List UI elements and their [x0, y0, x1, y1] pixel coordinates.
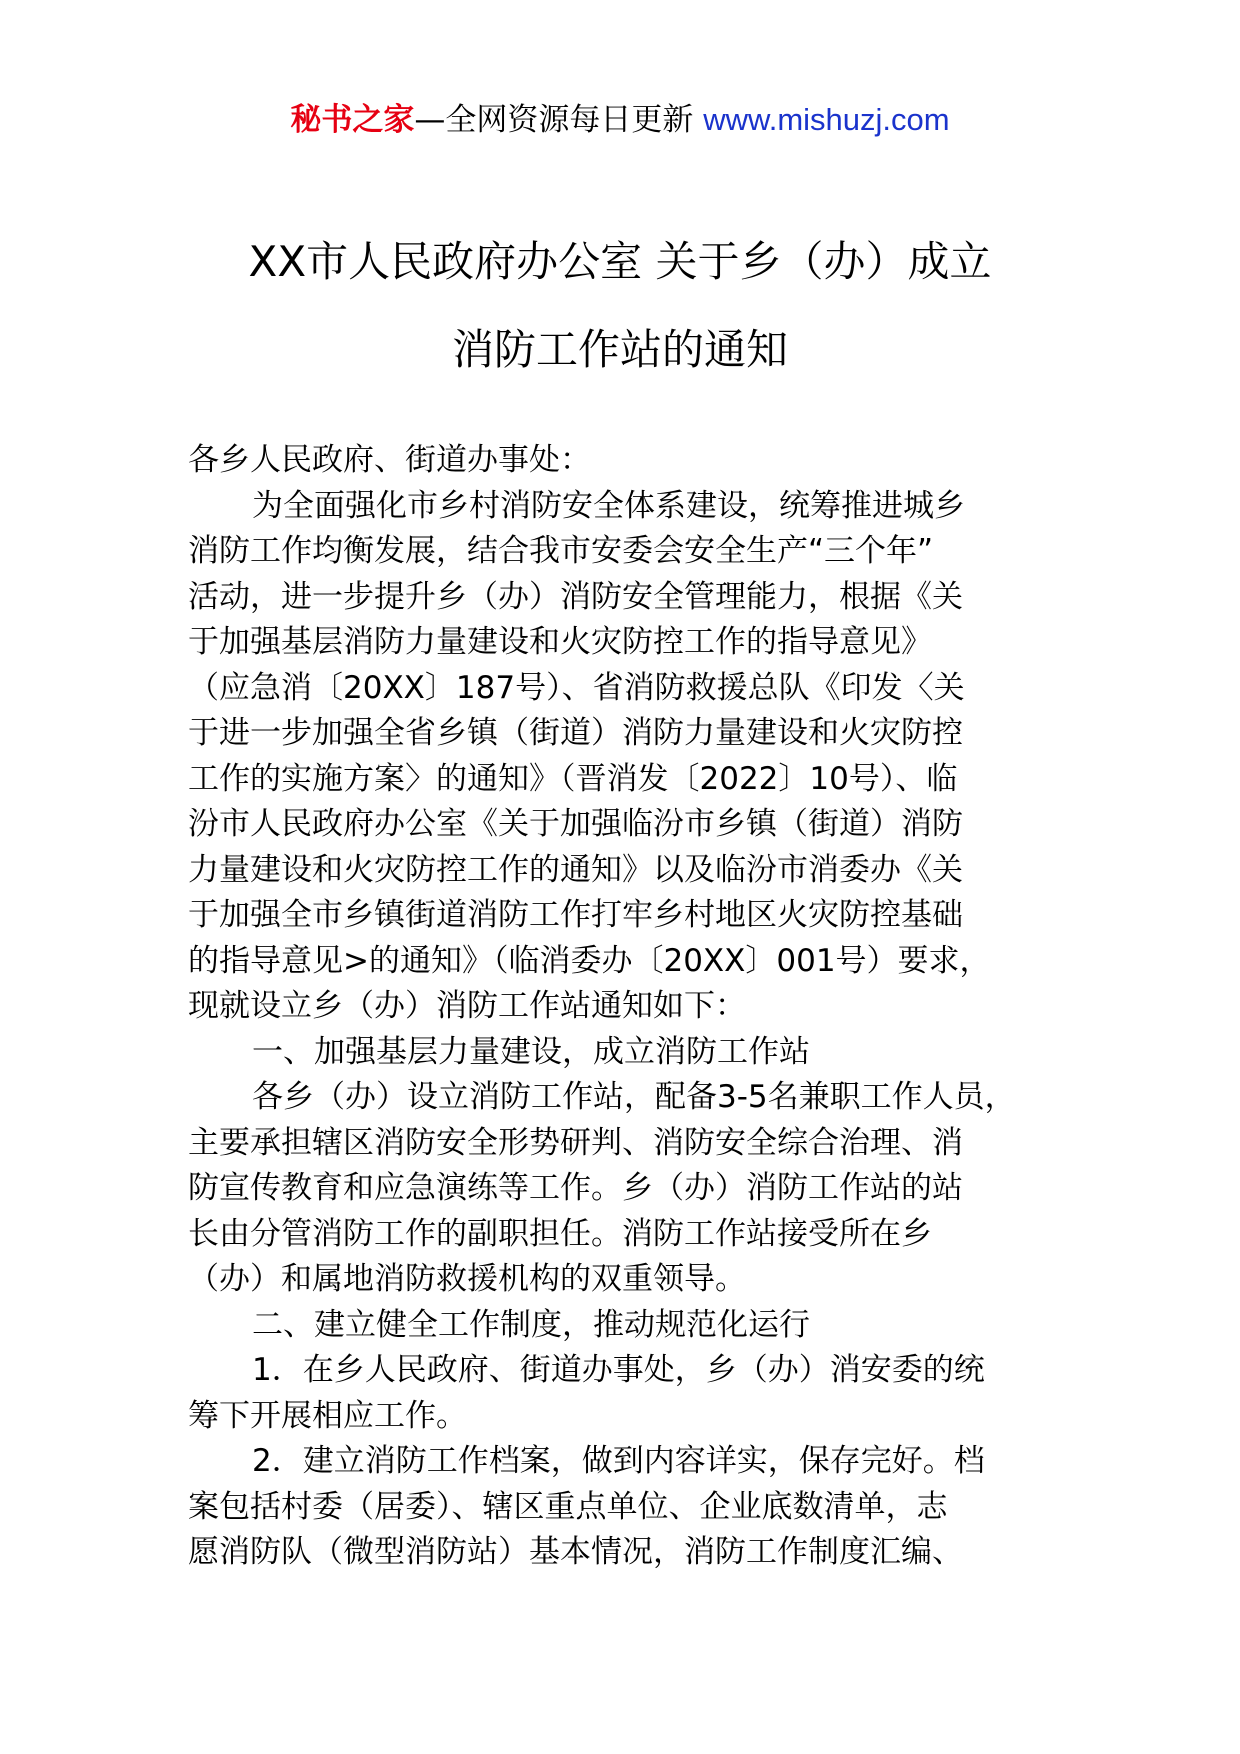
paragraph-line: 主要承担辖区消防安全形势研判、消防安全综合治理、消 [188, 1124, 963, 1161]
paragraph-line: 于进一步加强全省乡镇（街道）消防力量建设和火灾防控 [188, 715, 963, 751]
site-slogan: —全网资源每日更新 [414, 102, 694, 138]
paragraph-line: 汾市人民政府办公室《关于加强临汾市乡镇（街道）消防 [188, 806, 963, 842]
list-item-1: 1．在乡人民政府、街道办事处，乡（办）消安委的统 [252, 1352, 985, 1388]
paragraph-line: 现就设立乡（办）消防工作站通知如下： [188, 988, 746, 1024]
paragraph-line: 长由分管消防工作的副职担任。消防工作站接受所在乡 [188, 1215, 932, 1252]
paragraph-line: 消防工作均衡发展，结合我市安委会安全生产“三个年” [188, 533, 934, 569]
document-title-line-1: XX市人民政府办公室 关于乡（办）成立 [248, 237, 992, 286]
paragraph-line: 愿消防队（微型消防站）基本情况，消防工作制度汇编、 [188, 1534, 963, 1570]
paragraph-line: 案包括村委（居委）、辖区重点单位、企业底数清单，志 [188, 1488, 948, 1525]
paragraph-line: 力量建设和火灾防控工作的通知》以及临汾市消委办《关 [188, 851, 963, 888]
paragraph-line: 的指导意见>的通知》（临消委办〔20XX〕001号）要求， [188, 942, 991, 979]
paragraph-line: （应急消〔20XX〕187号）、省消防救援总队《印发〈关 [188, 669, 965, 706]
paragraph-line: 于加强全市乡镇街道消防工作打牢乡村地区火灾防控基础 [188, 897, 963, 933]
site-url-link[interactable]: www.mishuzj.com [703, 102, 950, 137]
paragraph-line: 活动，进一步提升乡（办）消防安全管理能力，根据《关 [188, 578, 963, 615]
paragraph-line: 各乡（办）设立消防工作站，配备3-5名兼职工作人员， [252, 1079, 1016, 1115]
list-item-2: 2．建立消防工作档案，做到内容详实，保存完好。档 [252, 1443, 985, 1479]
paragraph-line: 为全面强化市乡村消防安全体系建设，统筹推进城乡 [252, 487, 965, 524]
site-header [0, 98, 1240, 142]
paragraph-line: 筹下开展相应工作。 [188, 1397, 467, 1434]
section-heading-2: 二、建立健全工作制度，推动规范化运行 [252, 1306, 810, 1343]
paragraph-line: 防宣传教育和应急演练等工作。乡（办）消防工作站的站 [188, 1170, 963, 1206]
paragraph-line: 于加强基层消防力量建设和火灾防控工作的指导意见》 [188, 624, 932, 660]
document-title-line-2: 消防工作站的通知 [451, 325, 788, 374]
paragraph-line: 工作的实施方案〉的通知》（晋消发〔2022〕10号）、临 [188, 760, 958, 797]
document-body [188, 438, 1088, 1576]
site-brand: 秘书之家 [290, 102, 415, 138]
paragraph-line: （办）和属地消防救援机构的双重领导。 [188, 1261, 746, 1297]
salutation: 各乡人民政府、街道办事处： [188, 442, 591, 478]
section-heading-1: 一、加强基层力量建设，成立消防工作站 [252, 1033, 810, 1070]
